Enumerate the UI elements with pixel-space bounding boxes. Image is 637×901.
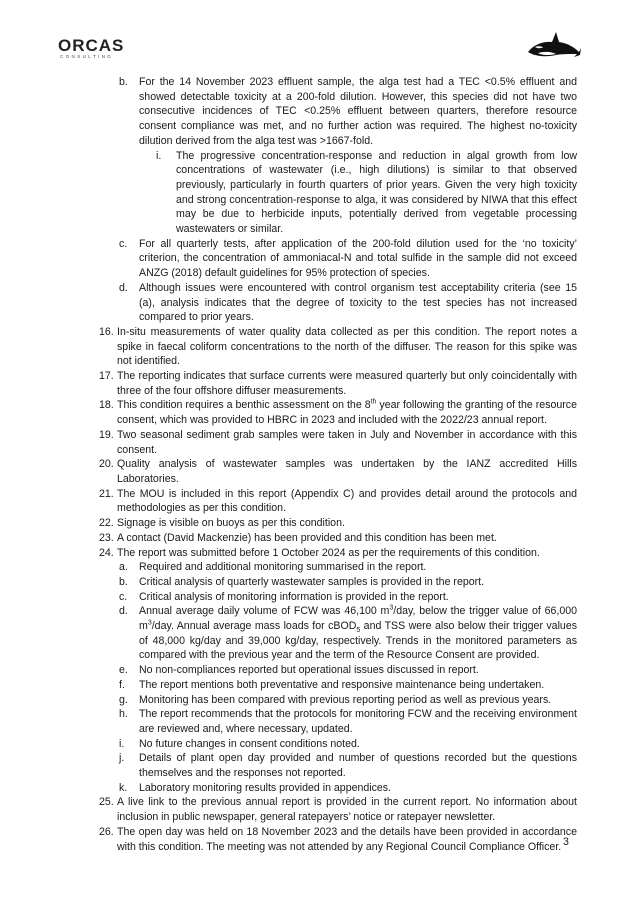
- list-item-number: 25.: [99, 796, 114, 809]
- list-item-text: Required and additional monitoring summarised in the report.: [139, 561, 427, 574]
- list-item-number: a.: [119, 561, 128, 574]
- list-item: [99, 516, 577, 531]
- list-item-text: The reporting indicates that surface currents were measured quarterly but only coincidentally with three of the four offshore diffuser measurements.: [117, 370, 577, 397]
- orca-whale-icon: [526, 30, 582, 60]
- list-item-text: In-situ measurements of water quality data collected as per this condition. The report notes a spike in faecal coliform concentrations to the north of the diffuser. The reason for this spike was not identified.: [117, 325, 577, 368]
- orcas-logo: [58, 38, 124, 59]
- list-item: [119, 693, 577, 708]
- list-item-number: e.: [119, 664, 128, 677]
- logo-text: ORCAS: [58, 36, 125, 55]
- list-item: [119, 737, 577, 752]
- list-item-text: The report recommends that the protocols for monitoring FCW and the receiving environment are reviewed and, where necessary, updated.: [139, 708, 577, 735]
- list-item-number: 16.: [99, 325, 114, 338]
- list-item: [99, 369, 577, 398]
- list-item-text: No future changes in consent conditions noted.: [139, 737, 360, 750]
- list-item-number: 23.: [99, 531, 114, 544]
- list-item-text: Although issues were encountered with control organism test acceptability criteria (see 15 (a), analysis indicates that the degree of toxicity to the test species has not increased compared to prior years.: [139, 281, 577, 324]
- list-item-text: Annual average daily volume of FCW was 46,100 $m^3$/day, below the trigger value of 66,000 $m^3$/day. Annual average mass loads for cBOD$_5$ and TSS were also below their trigger values of 48,000 kg/day and 39,000 kg/day, respectively. Trends in the monitored parameters as compared with the previous year and the term of the Resource Consent are provided.: [139, 604, 578, 662]
- list-item-text: The progressive concentration-response and reduction in algal growth from low concentrations of wastewater (i.e., high dilutions) is similar to that observed previously, particularly in fourth quarters of prior years. Given the very high toxicity and strong concentration-response to alga, it was considered by NIWA that this effect may be due to herbicide inputs, potentially derived from vegetable processing wastewaters or similar.: [176, 149, 577, 236]
- list-item-text: Critical analysis of monitoring information is provided in the report.: [139, 590, 449, 603]
- list-item-number: b.: [119, 575, 128, 588]
- list-item-text: For the 14 November 2023 effluent sample, the alga test had a TEC <0.5% effluent and showed detectable toxicity at a 200-fold dilution. However, this species did not have two consecutive incidences of TEC <0.25% effluent between quarters, therefore resource consent compliance was met, and no further action was required. The highest no-toxicity dilution derived from the alga test was >1667-fold.: [139, 76, 577, 147]
- list-item-number: i.: [156, 149, 162, 162]
- list-item-number: k.: [119, 781, 128, 794]
- list-item-number: 18.: [99, 399, 114, 412]
- list-item-number: 19.: [99, 428, 114, 441]
- list-item: [119, 560, 577, 575]
- list-item: [119, 281, 577, 325]
- list-item: [119, 751, 577, 780]
- list-item-number: f.: [119, 678, 125, 691]
- logo-subtitle: CONSULTING: [60, 54, 114, 59]
- list-item: [119, 575, 577, 590]
- list-item-number: c.: [119, 237, 128, 250]
- list-item-text: Laboratory monitoring results provided in appendices.: [139, 781, 392, 794]
- page-number: 3: [563, 836, 569, 848]
- list-item-text: A live link to the previous annual report is provided in the current report. No information about inclusion in public newspaper, general ratepayers’ notice or ratepayer newsletter.: [117, 796, 577, 824]
- list-item: [119, 663, 577, 678]
- list-item-text: Signage is visible on buoys as per this condition.: [117, 517, 345, 530]
- list-item: [99, 795, 577, 824]
- list-item-number: j.: [119, 752, 125, 765]
- list-item-text: A contact (David Mackenzie) has been provided and this condition has been met.: [117, 531, 497, 544]
- list-item: [119, 678, 577, 693]
- list-item-text: Quality analysis of wastewater samples was undertaken by the IANZ accredited Hills Laboratories.: [117, 458, 577, 485]
- list-item-number: d.: [119, 605, 128, 618]
- list-item-text: The open day was held on 18 November 2023 and the details have been provided in accordance with this condition. The meeting was not attended by any Regional Council Compliance Officer.: [117, 825, 577, 853]
- list-item-number: b.: [119, 76, 128, 88]
- list-item-number: i.: [119, 737, 125, 750]
- list-item: [119, 590, 577, 605]
- list-item-text: Critical analysis of quarterly wastewater samples is provided in the report.: [139, 575, 485, 588]
- list-item-number: 20.: [99, 458, 114, 471]
- list-item: [99, 457, 577, 486]
- document-body: [99, 75, 577, 854]
- list-item: [99, 325, 577, 369]
- list-item: [119, 604, 577, 663]
- list-item: [99, 487, 577, 516]
- list-item-number: 21.: [99, 487, 114, 500]
- list-item-text: The report was submitted before 1 October 2024 as per the requirements of this condition.: [117, 546, 540, 559]
- list-item-text: Two seasonal sediment grab samples were taken in July and November in accordance with this consent.: [117, 428, 577, 456]
- list-item: [99, 531, 577, 546]
- list-item: [99, 398, 577, 427]
- list-item-number: 26.: [99, 825, 114, 838]
- list-item: [119, 707, 577, 736]
- list-item: [119, 781, 577, 796]
- list-item-text: This condition requires a benthic assessment on the 8th year following the granting of the resource consent, which was provided to HBRC in 2023 and included with the 2022/23 annual report.: [117, 398, 577, 427]
- list-item-number: d.: [119, 281, 128, 294]
- list-item: [99, 428, 577, 457]
- list-item-number: 17.: [99, 370, 114, 383]
- list-item-number: 22.: [99, 517, 114, 530]
- list-item: [119, 237, 577, 281]
- list-item-text: Monitoring has been compared with previous reporting period as well as previous years.: [139, 693, 552, 706]
- list-item: [99, 825, 577, 854]
- list-item-text: No non-compliances reported but operational issues discussed in report.: [139, 664, 479, 677]
- list-item-number: g.: [119, 693, 128, 706]
- list-item-text: For all quarterly tests, after application of the 200-fold dilution used for the ‘no toxicity’ criterion, the concentration of ammoniacal-N and total sulfide in the sample did not exceed ANZG (2018) default guidelines for 95% protection of species.: [139, 237, 577, 280]
- list-item-text: The MOU is included in this report (Appendix C) and provides detail around the protocols and methodologies as per this condition.: [117, 487, 577, 515]
- list-item: [119, 75, 577, 149]
- list-item-number: 24.: [99, 546, 114, 559]
- list-item-text: The report mentions both preventative and responsive maintenance being undertaken.: [139, 678, 545, 691]
- list-item: [99, 546, 577, 561]
- list-item-number: h.: [119, 708, 128, 721]
- list-item-text: Details of plant open day provided and number of questions recorded but the questions themselves and the responses not reported.: [139, 752, 577, 780]
- list-item: [156, 149, 577, 237]
- list-item-number: c.: [119, 590, 128, 603]
